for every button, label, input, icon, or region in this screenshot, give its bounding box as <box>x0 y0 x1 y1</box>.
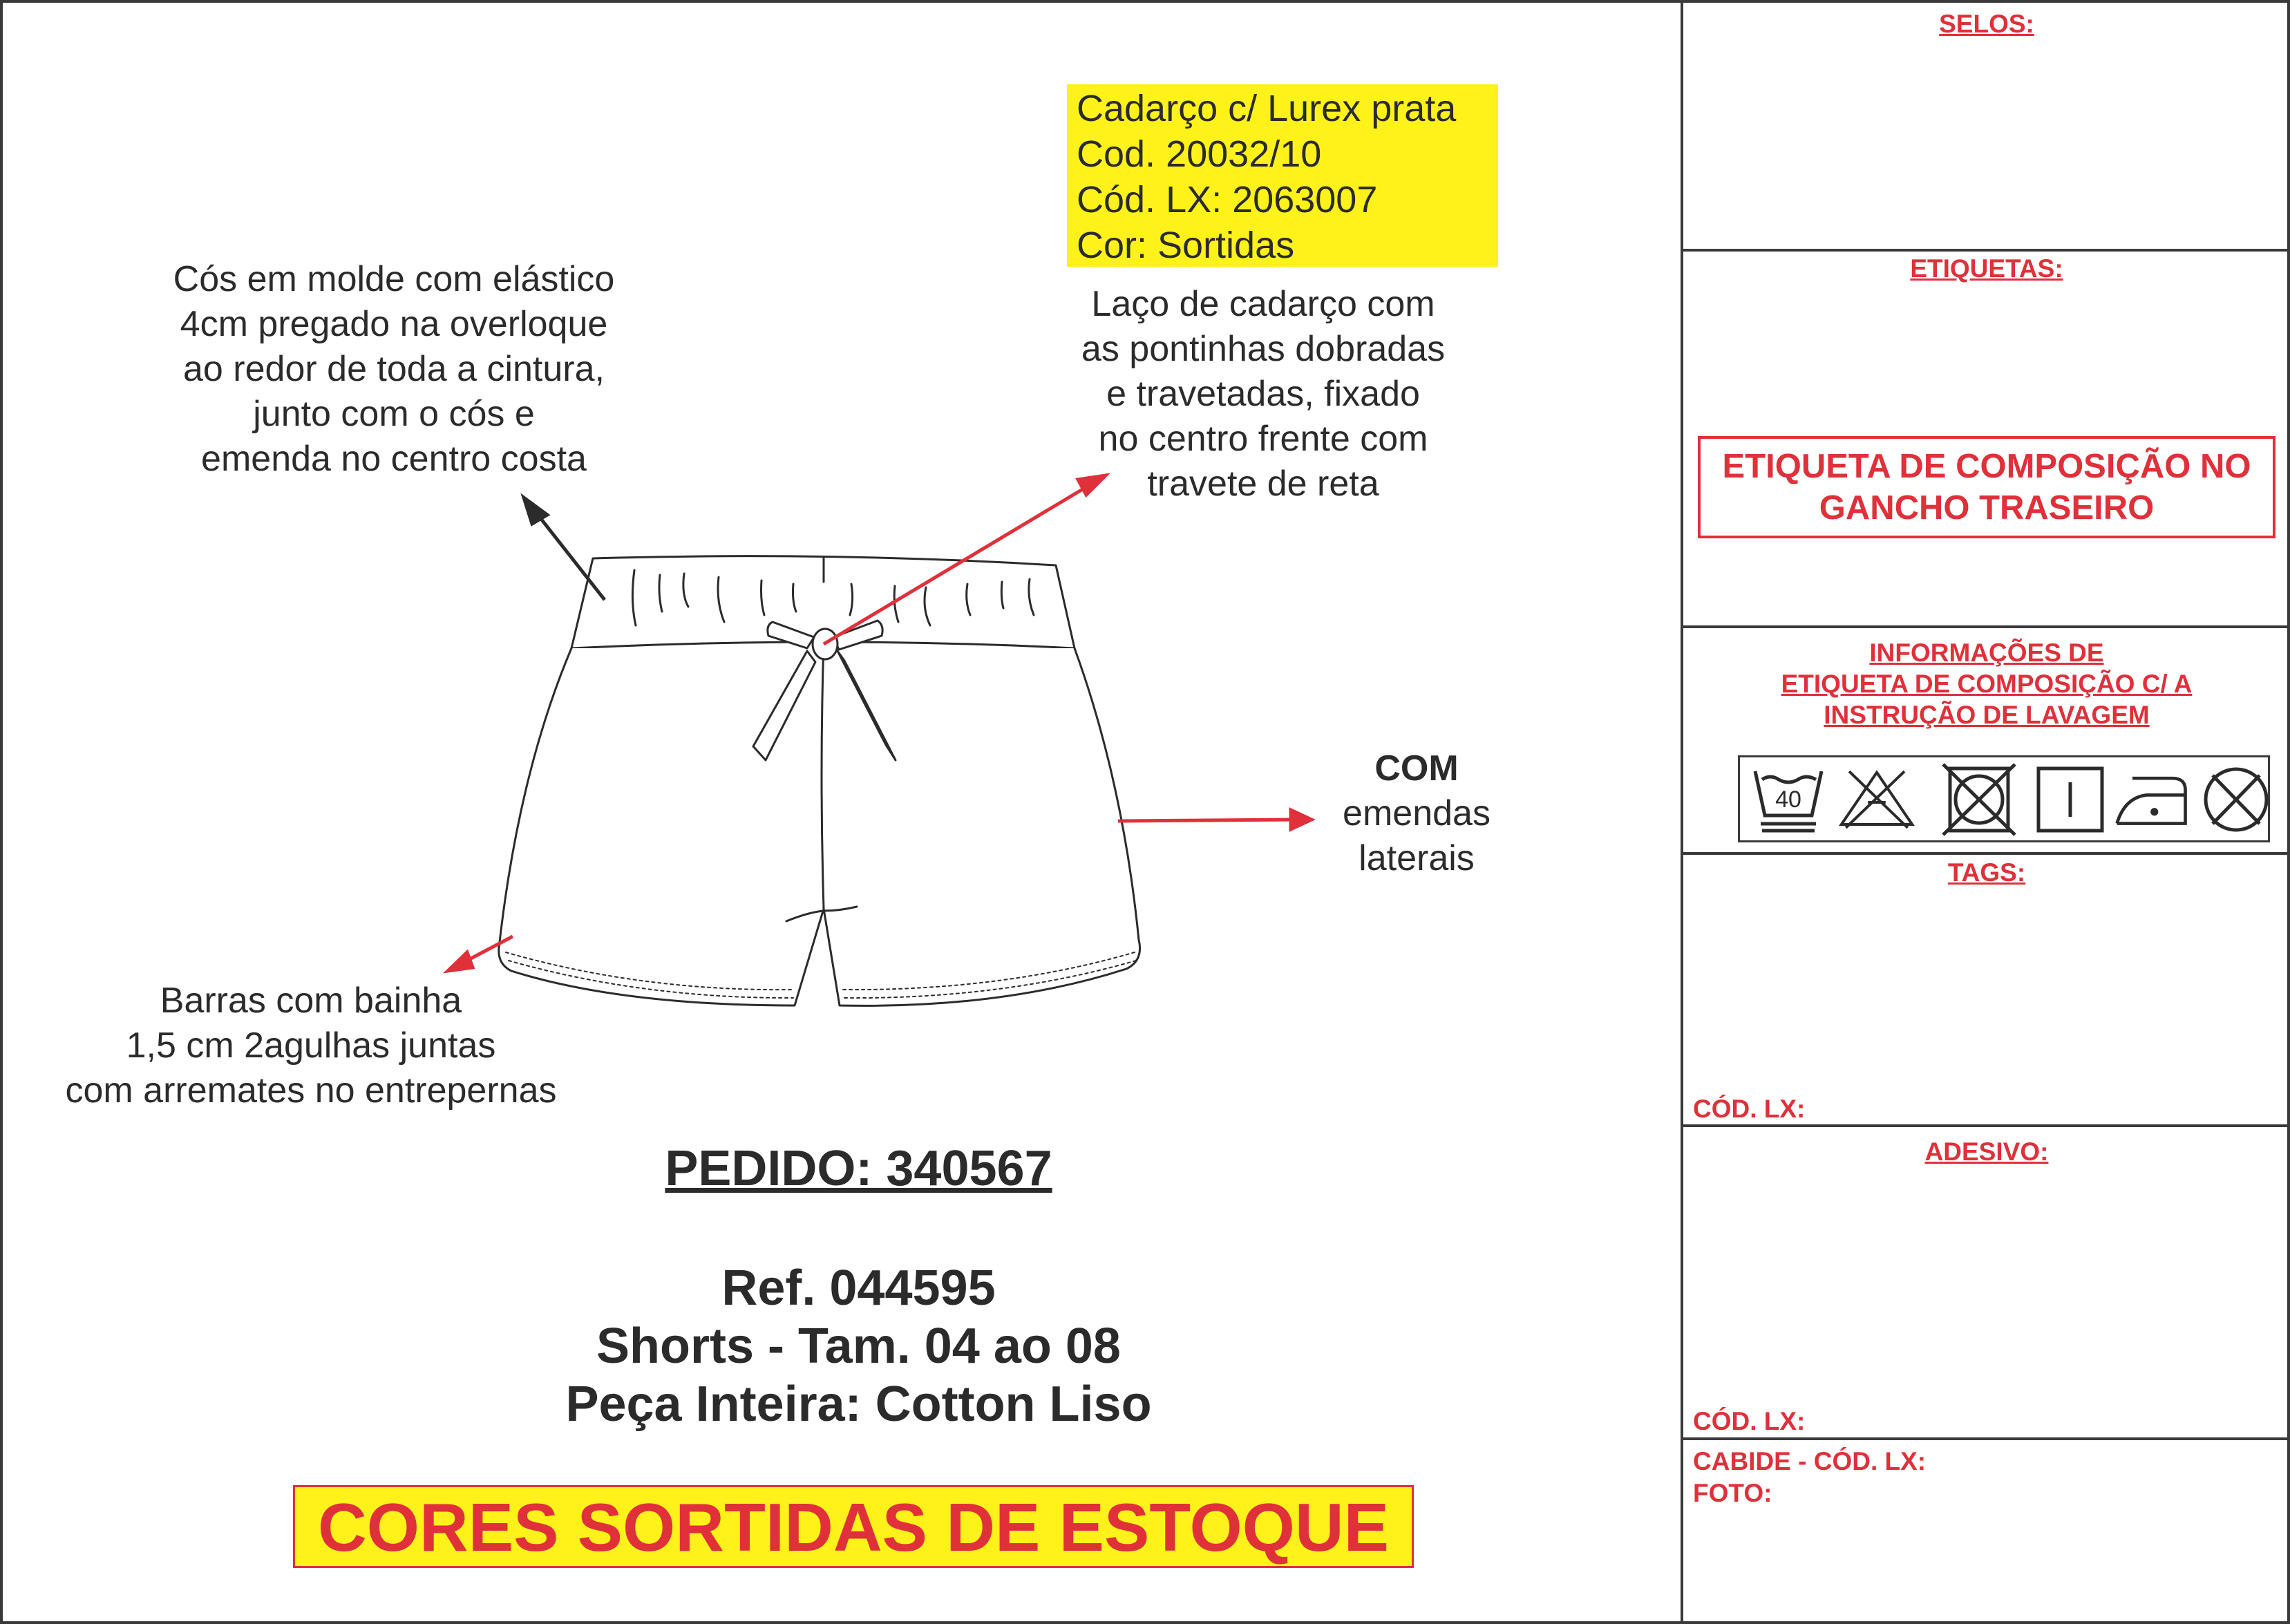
note-line: e travetadas, fixado <box>1106 374 1420 414</box>
section-divider <box>1681 1437 2290 1440</box>
labels-title: ETIQUETAS: <box>1910 254 2063 283</box>
section-divider <box>1681 852 2290 855</box>
care-symbols-box <box>1738 755 2270 842</box>
note-line: 1,5 cm 2agulhas juntas <box>126 1026 496 1066</box>
note-line: emendas <box>1343 793 1491 833</box>
note-line: emenda no centro costa <box>201 439 587 479</box>
iron-low-icon <box>2113 762 2190 838</box>
note-line: com arremates no entrepernas <box>65 1070 557 1111</box>
hanger-lx-code-label: CABIDE - CÓD. LX: <box>1693 1447 1927 1475</box>
product-name: Shorts - Tam. 04 ao 08 <box>596 1319 1121 1374</box>
care-info-title <box>1683 637 2290 730</box>
photo-label: FOTO: <box>1693 1479 1772 1507</box>
section-divider <box>1681 249 2290 252</box>
section-divider <box>1681 1124 2290 1127</box>
note-line: Barras com bainha <box>160 981 462 1021</box>
composition-label-box <box>1698 436 2275 538</box>
note-line: travete de reta <box>1147 464 1379 504</box>
assorted-colors-banner: CORES SORTIDAS DE ESTOQUE <box>293 1485 1414 1568</box>
wash-40-icon <box>1750 762 1827 838</box>
note-line: no centro frente com <box>1098 419 1428 459</box>
cord-color: Cor: Sortidas <box>1077 225 1295 266</box>
care-info-line: ETIQUETA DE COMPOSIÇÃO C/ A <box>1781 670 2193 698</box>
care-info-line: INSTRUÇÃO DE LAVAGEM <box>1824 701 2150 729</box>
sticker-title: ADESIVO: <box>1924 1137 2049 1166</box>
tags-lx-code-label: CÓD. LX: <box>1693 1095 1806 1123</box>
cord-name: Cadarço c/ Lurex prata <box>1077 88 1457 129</box>
seals-title: SELOS: <box>1939 10 2034 38</box>
note-line: ao redor de toda a cintura, <box>183 349 605 389</box>
shorts-drawing <box>0 0 1681 1106</box>
cord-code: Cod. 20032/10 <box>1077 133 1322 175</box>
composition-line: GANCHO TRASEIRO <box>1819 489 2155 527</box>
note-line: Cós em molde com elástico <box>173 259 615 299</box>
product-info <box>415 1259 1303 1433</box>
composition-line: ETIQUETA DE COMPOSIÇÃO NO <box>1722 448 2251 485</box>
do-not-bleach-icon <box>1838 762 1915 838</box>
wash-temp: 40 <box>1775 786 1801 813</box>
note-line: as pontinhas dobradas <box>1081 329 1446 369</box>
sticker-lx-code-label: CÓD. LX: <box>1693 1407 1806 1435</box>
do-not-dry-clean-icon <box>2197 762 2275 838</box>
order-number: PEDIDO: 340567 <box>665 1141 1052 1196</box>
note-line: Laço de cadarço com <box>1091 284 1435 324</box>
line-dry-icon <box>2032 762 2109 838</box>
product-ref: Ref. 044595 <box>721 1261 996 1316</box>
tags-title: TAGS: <box>1947 858 2026 887</box>
section-divider <box>1681 625 2290 628</box>
note-line: COM <box>1374 748 1459 789</box>
care-info-line: INFORMAÇÕES DE <box>1869 639 2104 667</box>
product-material: Peça Inteira: Cotton Liso <box>565 1377 1152 1432</box>
note-line: laterais <box>1359 838 1475 878</box>
do-not-tumble-dry-icon <box>1940 762 2018 838</box>
note-line: junto com o cós e <box>253 394 535 434</box>
note-line: 4cm pregado na overloque <box>180 304 608 344</box>
sidebar-divider <box>1681 0 1683 1624</box>
cord-lx-code: Cód. LX: 2063007 <box>1077 179 1378 220</box>
